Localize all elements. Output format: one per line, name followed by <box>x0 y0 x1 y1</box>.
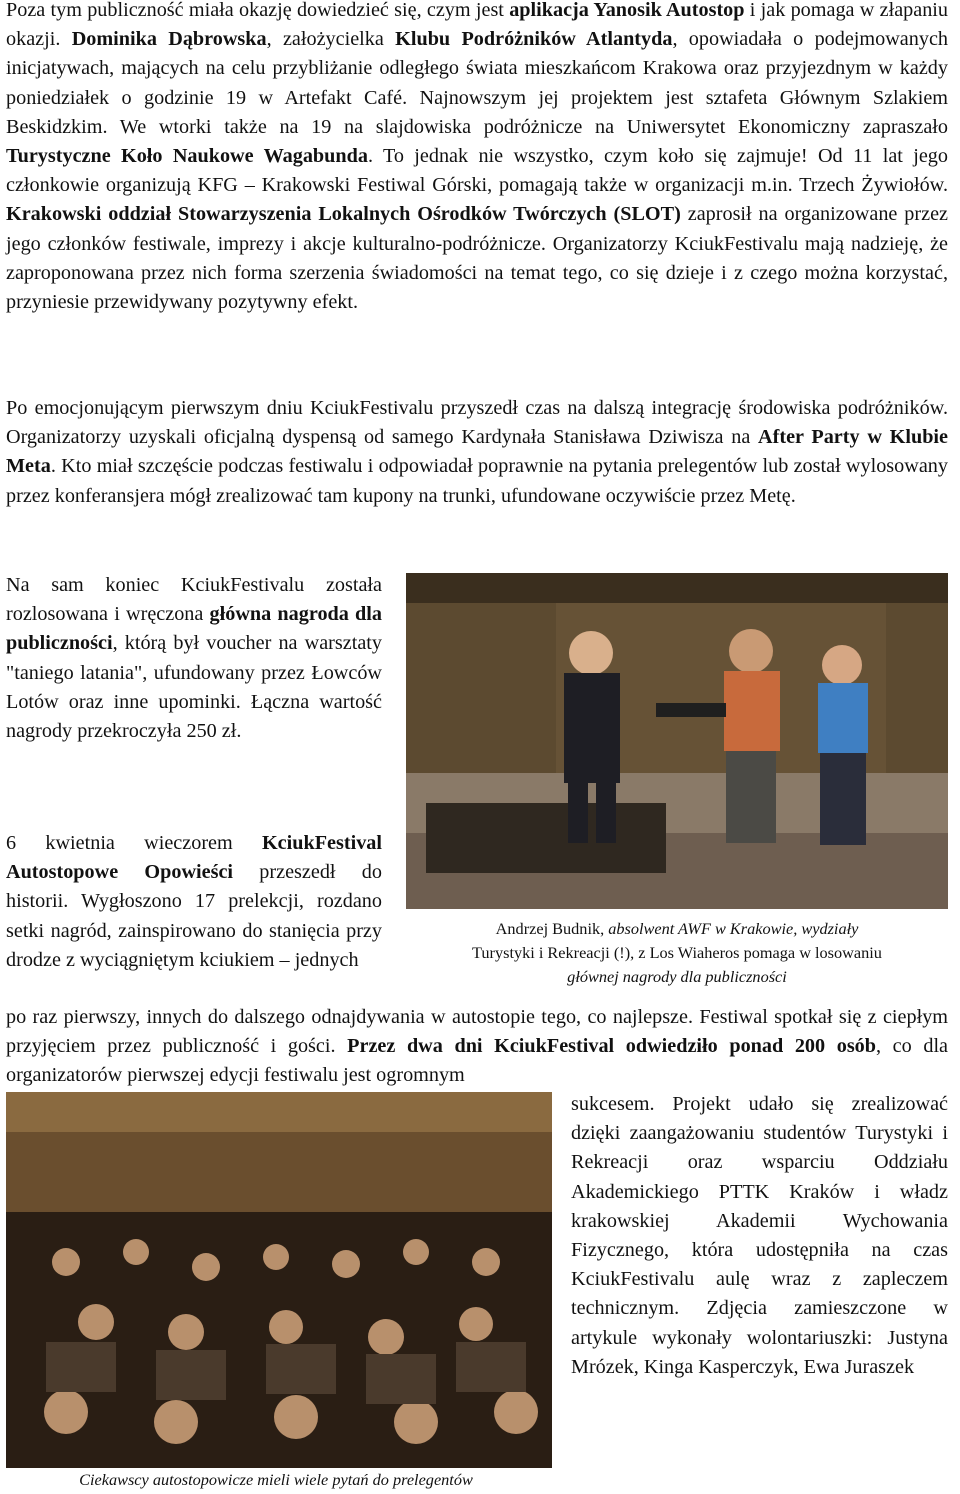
bold-text: KciukFestival Autostopowe Opowieści <box>6 832 382 884</box>
photo-caption <box>406 917 948 989</box>
stage-photo-illustration <box>406 573 948 909</box>
prize-ceremony-photo <box>406 573 948 909</box>
text: Poza tym publiczność miała okazję dowiedzieć się, czym jest <box>6 0 510 21</box>
text: , którą był voucher na warsztaty "taniego latania", ufundowany przez Łowców Lotów oraz inne upominki. Łączna wartość nagrody przekroczyła 250 zł. <box>6 632 382 743</box>
text: i jak pomaga w złapaniu okazji. <box>6 0 949 51</box>
audience-photo-caption: Ciekawscy autostopowicze mieli wiele pytań do prelegentów <box>79 1470 473 1489</box>
text: . Kto miał szczęście podczas festiwalu i odpowiadał poprawnie na pytania prelegentów lub został wylosowany przez konferansjera mógł zrealizować tam kupony na trunki, ufundowane oczywiście przez Metę. <box>6 455 948 507</box>
text: , opowiadała o podejmowanych inicjatywach, mających na celu przybliżanie odległego świata mieszkańcom Krakowa oraz przyjezdnym w każdy poniedziałek o godzinie 19 w Artefakt Café. Najnowszym jej projektem jest sztafeta Głównym Szlakiem Beskidzkim. We wtorki także na 19 na slajdowiska podróżnicze na Uniwersytet Ekonomiczny zapraszało <box>6 28 948 138</box>
text: 6 kwietnia wieczorem <box>6 832 262 854</box>
bold-text: Dominika Dąbrowska <box>71 28 267 51</box>
bold-text: główna nagroda dla publiczności <box>6 603 382 655</box>
paragraph-attendance <box>6 1003 948 1091</box>
text: . To jednak nie wszystko, czym koło się zajmuje! Od 11 lat jego członkowie organizują KFG – Krakowski Festiwal Górski, pomagają także w organizacji m.in. Trzech Żywiołów. <box>6 145 948 197</box>
paragraph-prize <box>6 571 382 746</box>
text: sukcesem. Projekt udało się zrealizować dzięki zaangażowaniu studentów Turystyki i Rekreacji oraz wsparciu Oddziału Akademickiego PTTK Kraków i władz krakowskiej Akademii Wychowania Fizycznego, która udostępniła na czas KciukFestivalu aulę wraz z zapleczem technicznym. Zdjęcia zamieszczone w artykule wykonały wolontariuszki: Justyna Mrózek, Kinga Kasperczyk, Ewa Juraszek <box>571 1093 948 1378</box>
paragraph-after-party <box>6 394 948 511</box>
paragraph-summary <box>6 829 382 975</box>
text: Po emocjonującym pierwszym dniu KciukFestivalu przyszedł czas na dalszą integrację środowiska podróżników. Organizatorzy uzyskali oficjalną dyspensą od samego Kardynała Stanisława Dziwisza na <box>6 397 948 449</box>
caption-text: Turystyki i Rekreacji (!), z Los Wiaheros pomaga w losowaniu <box>472 943 882 962</box>
text: , założycielka <box>266 28 396 51</box>
bold-text: Klubu Podróżników Atlantyda <box>395 28 673 51</box>
bold-text: Turystyczne Koło Naukowe Wagabunda <box>6 145 368 168</box>
text: po raz pierwszy, innych do dalszego odnajdywania w autostopie tego, co najlepsze. Festiwal spotkał się z ciepłym przyjęciem przez publiczność i gości. <box>6 1006 948 1058</box>
bold-text: Krakowski oddział Stowarzyszenia Lokalnych Ośrodków Twórczych (SLOT) <box>6 203 681 226</box>
text: przeszedł do historii. Wygłoszono 17 prelekcji, rozdano setki nagród, zainspirowano do stanięcia przy drodze z wyciągniętym kciukiem – jednych <box>6 861 382 971</box>
bold-text: aplikacja Yanosik Autostop <box>509 0 745 21</box>
paragraph-intro <box>6 0 948 317</box>
audience-photo <box>6 1092 552 1468</box>
paragraph-thanks <box>571 1090 948 1382</box>
text: zaprosił na organizowane przez jego członków festiwale, imprezy i akcje kulturalno-podróżnicze. Organizatorzy KciukFestivalu mają nadzieję, że zaproponowana przez nich forma szerzenia świadomości na temat tego, co się dzieje i z czego można korzystać, przyniesie przewidywany pozytywny efekt. <box>6 203 948 314</box>
bold-text: Przez dwa dni KciukFestival odwiedziło ponad 200 osób <box>347 1035 877 1058</box>
caption-text: głównej nagrody dla publiczności <box>567 967 787 986</box>
audience-photo-illustration <box>6 1092 552 1468</box>
bold-text: After Party w Klubie Meta <box>6 426 948 478</box>
text: , co dla organizatorów pierwszej edycji festiwalu jest ogromnym <box>6 1035 949 1087</box>
caption-name: Andrzej Budnik, <box>495 919 609 938</box>
caption-text: absolwent AWF w Krakowie, wydziały <box>608 919 859 938</box>
text: Na sam koniec KciukFestivalu została rozlosowana i wręczona <box>6 574 382 626</box>
